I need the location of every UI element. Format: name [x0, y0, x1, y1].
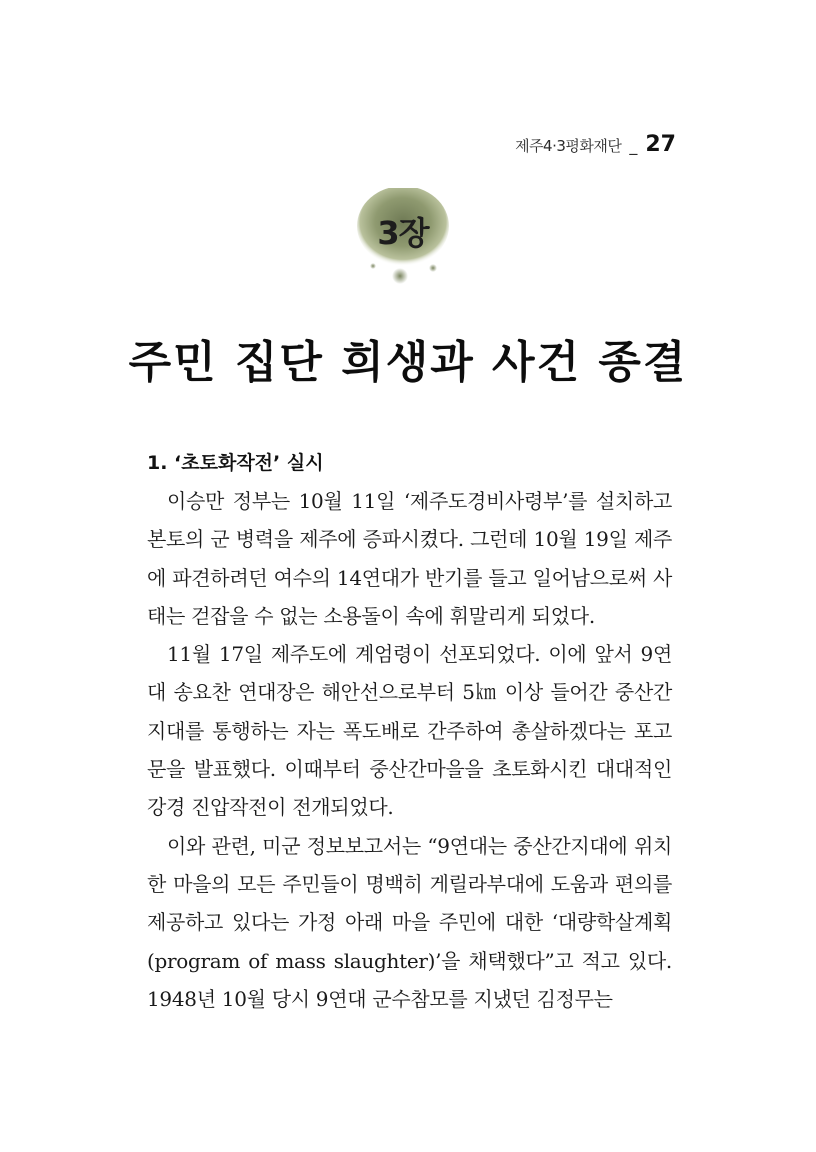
running-header-separator: _ — [629, 136, 638, 155]
paragraph: 이승만 정부는 10월 11일 ‘제주도경비사령부’를 설치하고 본토의 군 병력을 제주에 증파시켰다. 그런데 10월 19일 제주에 파견하려던 여수의 14연대가 반기를 들고 일어남으로써 사태는 걷잡을 수 없는 소용돌이 속에 휘말리게 되었다. — [147, 489, 672, 628]
chapter-badge — [355, 188, 465, 298]
running-header-org: 제주4·3평화재단 — [515, 137, 622, 155]
section-heading: 1. ‘초토화작전’ 실시 — [147, 452, 324, 474]
paragraph: 11월 17일 제주도에 계엄령이 선포되었다. 이에 앞서 9연대 송요찬 연대장은 해안선으로부터 5㎞ 이상 들어간 중산간지대를 통행하는 자는 폭도배로 간주하여 총살하겠다는 포고문을 발표했다. 이때부터 중산간마을을 초토화시킨 대대적인 강경 진압작전이 전개되었다. — [147, 642, 672, 820]
paragraph: 이와 관련, 미군 정보보고서는 “9연대는 중산간지대에 위치한 마을의 모든 주민들이 명백히 게릴라부대에 도움과 편의를 제공하고 있다는 가정 아래 마을 주민에 대한 ‘대량학살계획(program of mass slaughter)’을 채택했다”고 적고 있다. 1948년 10월 당시 9연대 군수참모를 지냈던 김정무는 — [147, 833, 672, 1011]
chapter-title: 주민 집단 희생과 사건 종결 — [128, 337, 688, 388]
running-header — [515, 132, 676, 157]
chapter-number: 3장 — [377, 214, 429, 252]
body-text — [147, 482, 672, 1018]
page-number: 27 — [645, 132, 676, 157]
